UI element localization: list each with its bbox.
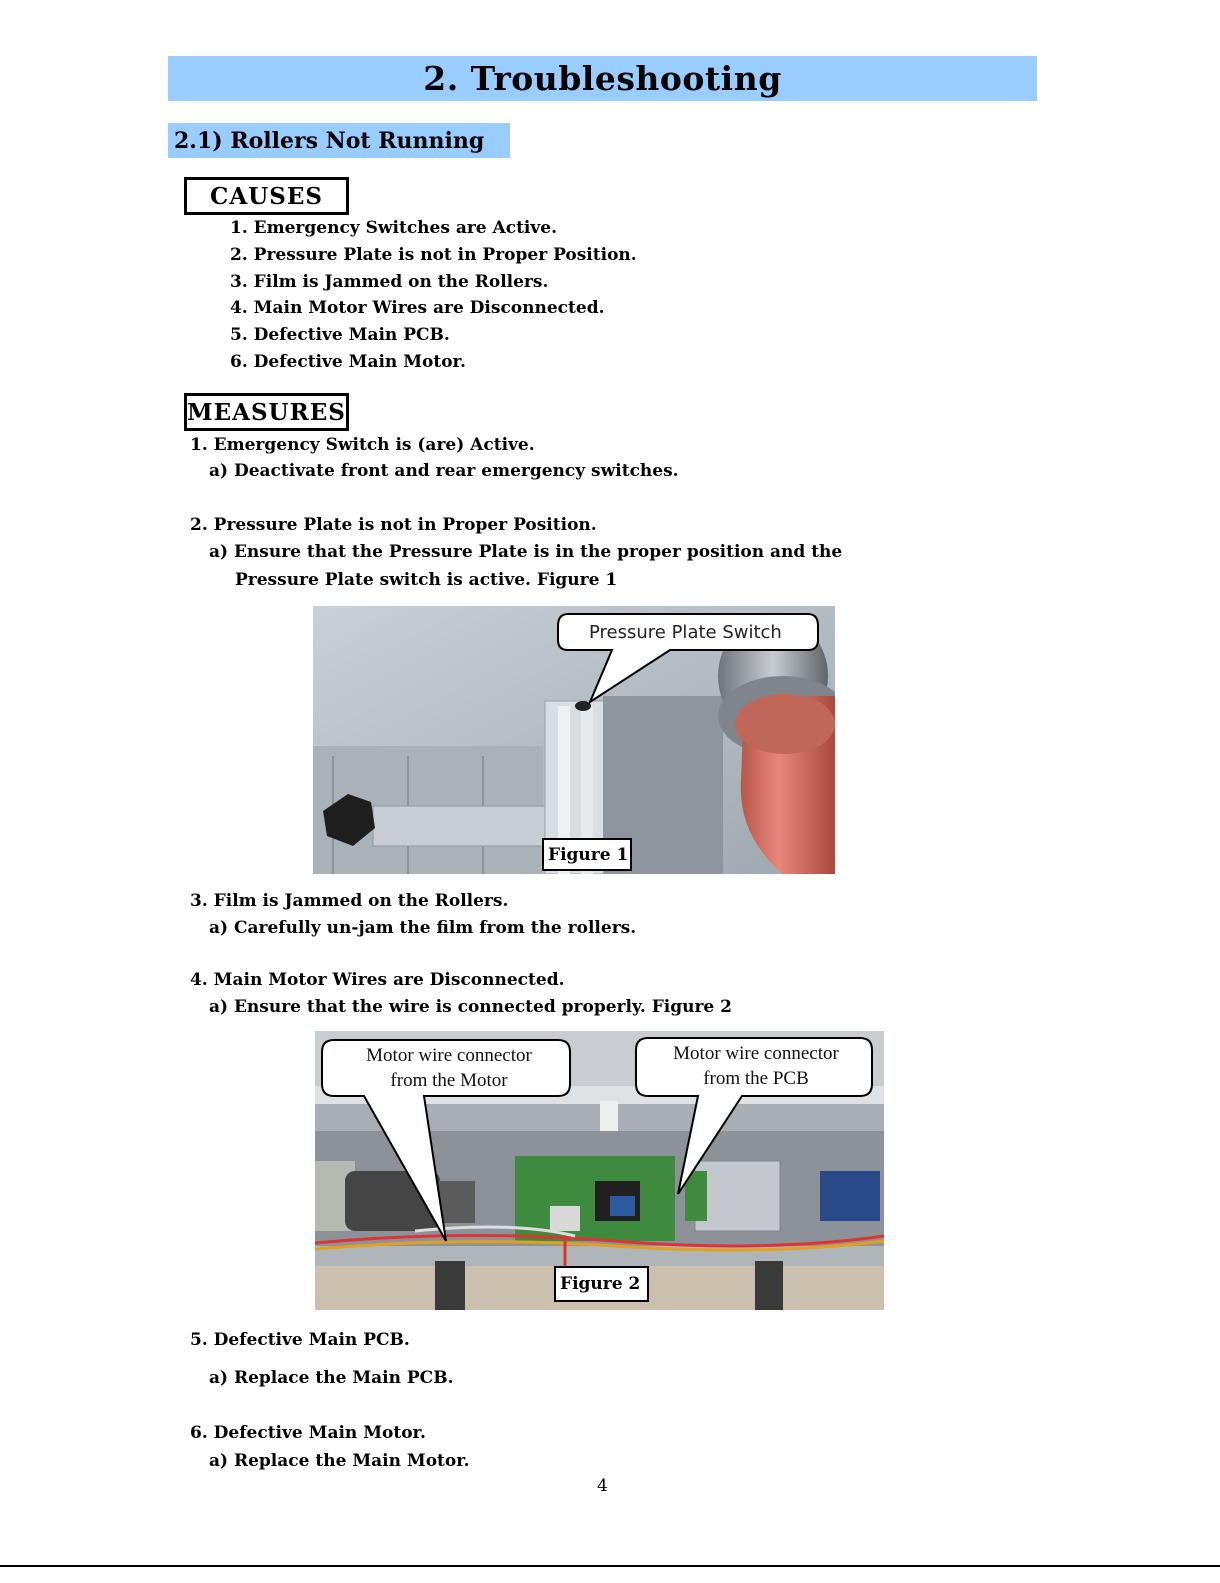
figure-1-label: Figure 1	[542, 838, 632, 871]
measures-label-text: MEASURES	[187, 398, 346, 426]
measure-heading: 3. Film is Jammed on the Rollers.	[190, 891, 509, 911]
page-title-text: 2. Troubleshooting	[423, 59, 782, 98]
figure-2-label: Figure 2	[554, 1266, 649, 1302]
cause-item: 5. Defective Main PCB.	[230, 325, 450, 345]
figure-2-callout-left-line2: from the Motor	[390, 1070, 508, 1091]
measure-action: a) Ensure that the Pressure Plate is in the proper position and the	[209, 542, 843, 562]
figure-2-callout-right-line2: from the PCB	[703, 1068, 809, 1089]
measure-action: a) Replace the Main PCB.	[209, 1368, 454, 1388]
figure-2-callout-left-line1: Motor wire connector	[366, 1045, 532, 1066]
page-title	[168, 56, 1037, 101]
measure-action-continued: Pressure Plate switch is active. Figure 1	[235, 570, 618, 590]
causes-label-text: CAUSES	[210, 182, 323, 210]
figure-2-callout-left	[330, 1043, 568, 1093]
causes-label	[184, 177, 349, 215]
page-number: 4	[597, 1476, 608, 1496]
cause-item: 4. Main Motor Wires are Disconnected.	[230, 298, 605, 318]
cause-item: 1. Emergency Switches are Active.	[230, 218, 558, 238]
measure-heading: 1. Emergency Switch is (are) Active.	[190, 435, 535, 455]
measure-heading: 5. Defective Main PCB.	[190, 1330, 410, 1350]
measures-label	[184, 393, 349, 431]
measure-heading: 4. Main Motor Wires are Disconnected.	[190, 970, 565, 990]
section-heading-text: 2.1) Rollers Not Running	[174, 127, 485, 154]
figure-1-callout-text: Pressure Plate Switch	[589, 622, 782, 643]
figure-2-callout-right	[640, 1041, 872, 1091]
cause-item: 2. Pressure Plate is not in Proper Position.	[230, 245, 637, 265]
section-heading	[168, 123, 510, 158]
footer-divider	[0, 1565, 1220, 1567]
measure-action: a) Ensure that the wire is connected properly. Figure 2	[209, 997, 732, 1017]
measure-action: a) Carefully un-jam the film from the rollers.	[209, 918, 637, 938]
measure-action: a) Deactivate front and rear emergency switches.	[209, 461, 679, 481]
measure-action: a) Replace the Main Motor.	[209, 1451, 470, 1471]
cause-item: 6. Defective Main Motor.	[230, 352, 466, 372]
cause-item: 3. Film is Jammed on the Rollers.	[230, 272, 549, 292]
measure-heading: 2. Pressure Plate is not in Proper Position.	[190, 515, 597, 535]
figure-2-callout-right-line1: Motor wire connector	[673, 1043, 839, 1064]
measure-heading: 6. Defective Main Motor.	[190, 1423, 426, 1443]
